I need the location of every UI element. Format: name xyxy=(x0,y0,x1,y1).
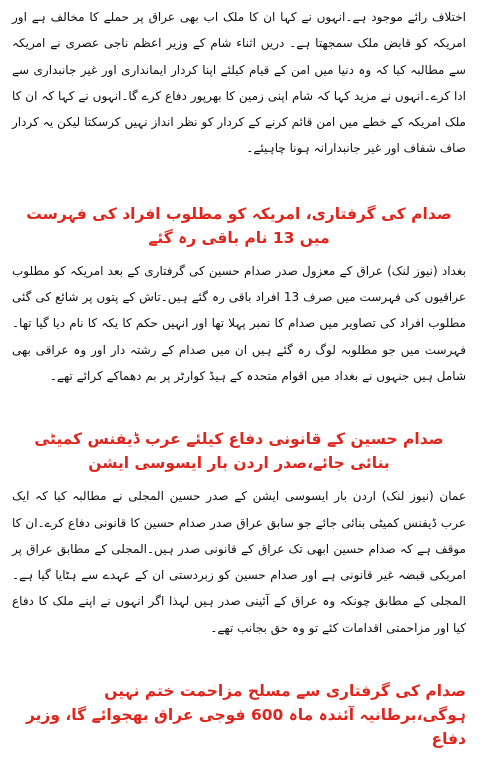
article-arab-defence-committee xyxy=(12,427,466,641)
text-line: کرائے تھے۔ xyxy=(49,368,103,383)
text-line: ان کے عہدے سے ہٹایا گیا ہے۔المجلی کے مطابق چونکہ وہ عراق کے آئینی صدر ہیں لہذا اگر انہوں نے xyxy=(12,568,466,609)
text-line: قیام کیلئے اپنا کردار ایمانداری اور غیر جانبداری سے ادا کرے۔انہوں نے مزید کہا کہ شام اپنی زمین کا xyxy=(12,62,466,103)
text-line: فہرست میں صرف 13 افراد باقی رہ گئے ہیں۔تاش کے پتوں پر شائع کی گئی مطلوب افراد کی تصاویر میں xyxy=(12,290,466,331)
text-line: ملک سمجھتا ہے۔ دریں اثناء شام کے وزیر اعظم ناجی عصری نے امریکہ سے مطالبہ کیا کہ وہ دنیا میں امن کے xyxy=(12,36,466,77)
text-line: بھرپور دفاع کرے گا۔انہوں نے کہا کہ ان کا ملک امریکہ کے خطے میں امن قائم کرنے کے کردار کو نظر انداز xyxy=(12,88,466,130)
text-line: جائے جو سابق عراق صدر صدام حسین کا قانونی دفاع کرے۔ان کا موقف ہے کہ صدام حسین ابھی تک xyxy=(12,515,466,556)
text-line: اختلاف رائے موجود ہے۔انہوں نے کہا ان کا ملک اب بھی عراق پر حملے کا مخالف ہے اور امریکہ کو قابض xyxy=(12,10,466,51)
text-line: عمان (نیوز لنک) اردن بار ایسوسی ایشن کے صدر حسین المجلی نے مطالبہ کیا کہ ایک عرب ڈیفنس کمیٹی بنائی xyxy=(12,489,466,530)
text-line: صدام کے رشتہ دار اور وہ عراقی بھی شامل ہیں جنہوں نے بغداد میں اقوام متحدہ کے ہیڈ کوارٹر پر بم دھماکے xyxy=(12,342,466,383)
article-british-troops xyxy=(12,679,466,751)
article-body xyxy=(12,258,466,389)
article-headline: صدام حسین کے قانونی دفاع کیلئے عرب ڈیفنس کمیٹی بنائی جائے،صدر اردن بار ایسوسی ایشن xyxy=(34,430,444,473)
article-headline: صدام کی گرفتاری، امریکہ کو مطلوب افراد کی فہرست میں 13 نام باقی رہ گئے xyxy=(26,204,452,247)
text-line: بغداد (نیوز لنک) عراق کے معزول صدر صدام حسین کی گرفتاری کے بعد امریکہ کو مطلوب عراقیوں کی xyxy=(12,263,466,305)
text-line: اپنے ملک کا دفاع کیا اور مزاحمتی اقدامات کئے تو وہ حق بجانب تھے۔ xyxy=(12,594,466,635)
article-body xyxy=(12,4,466,162)
article-syria-continuation xyxy=(12,4,466,162)
text-line: صدام کا نمبر پہلا تھا اور انہیں حکم کا یکہ کا نام دیا گیا تھا۔فہرست میں جو مطلوبہ لوگ رہ گئے ہیں ان میں xyxy=(12,316,466,357)
text-line: نہیں کرسکتا لیکن یہ کردار صاف شفاف اور غیر جانبدارانہ ہونا چاہیئے۔ xyxy=(12,115,466,156)
article-body xyxy=(12,483,466,641)
text-line: عراق کے قانونی صدر ہیں۔المجلی کے مطابق عراق پر امریکی قبضہ غیر قانونی ہے اور صدام حسین کو زبردستی xyxy=(12,541,466,583)
article-wanted-list xyxy=(12,202,466,389)
article-headline: صدام کی گرفتاری سے مسلح مزاحمت ختم نہیں ہوگی،برطانیہ آئندہ ماہ 600 فوجی عراق بھجوائے گا، وزیر دفاع xyxy=(25,682,466,749)
